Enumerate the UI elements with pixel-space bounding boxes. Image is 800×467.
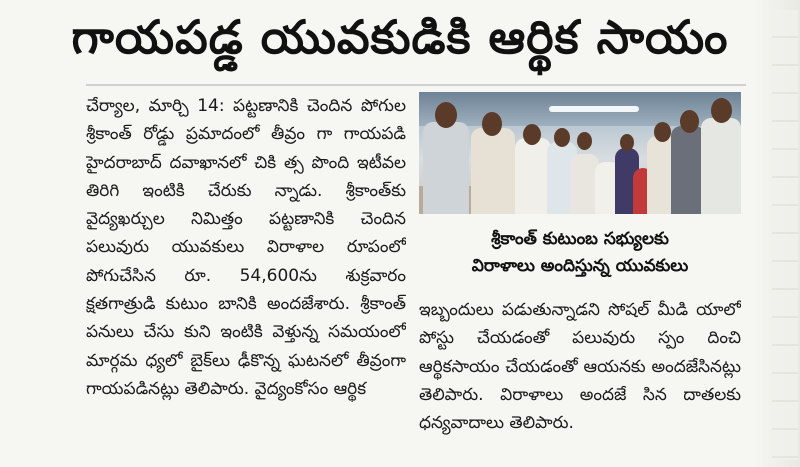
article-column-right [419, 296, 741, 446]
photo-person [701, 118, 741, 214]
photo-person-head [680, 110, 699, 133]
photo-person-head [620, 134, 634, 151]
photo-person [423, 122, 469, 214]
photo-person-head [577, 132, 592, 150]
article-body-right: ఇబ్బందులు పడుతున్నాడని సోషల్ మీడి యాలో పోస్టు చేయడంతో పలువురు స్పం దించి ఆర్థికసాయం చేయడంతో ఆయనకు అందజేసినట్లు తెలిపారు. విరాళాలు అందజే సిన దాతలకు ధన్యవాదాలు తెలిపారు. [419, 300, 741, 434]
photo-caption-line-1: శ్రీకాంత్ కుటుంబ సభ్యులకు [491, 229, 669, 249]
photo-caption [419, 220, 741, 286]
adjacent-column-edge [772, 10, 798, 460]
photo-person [515, 138, 551, 214]
news-photo [419, 92, 741, 214]
photo-person-head [523, 124, 541, 145]
headline-divider [86, 84, 746, 86]
photo-tube-light [549, 106, 639, 112]
photo-person-head [711, 98, 732, 123]
photo-person-head [482, 112, 502, 136]
article-body-left: చేర్యాల, మార్చి 14: పట్టణానికి చెందిన పోగుల శ్రీకాంత్ రోడ్డు ప్రమాదంలో తీవ్రం గా గాయపడి హైదరాబాద్ దవాఖానలో చికి త్స పొంది ఇటీవల తిరిగి ఇంటికి చేరుకు న్నాడు. శ్రీకాంత్‌కు వైద్యఖర్చుల నిమిత్తం పట్టణానికి చెందిన పలువురు యువకులు విరాళాల రూపంలో పోగుచేసిన రూ. 54,600ను శుక్రవారం క్షతగాత్రుడి కుటుం బానికి అందజేశారు. శ్రీకాంత్ పనులు చేసు కుని ఇంటికి వెళ్తున్న సమయంలో మార్గమ ధ్యలో బైక్‌లు ఢీకొన్న ఘటనలో తీవ్రంగా గాయపడినట్లు తెలిపారు. వైద్యంకోసం ఆర్థిక [86, 96, 406, 399]
photo-person-head [435, 102, 457, 128]
photo-person [471, 128, 515, 214]
article-column-left [86, 92, 406, 464]
headline: గాయపడ్డ యువకుడికి ఆర్థిక సాయం [71, 10, 729, 64]
photo-caption-line-2: విరాళాలు అందిస్తున్న యువకులు [471, 256, 689, 276]
photo-person-head [554, 128, 570, 147]
photo-person-head [654, 122, 671, 142]
photo-person [671, 126, 705, 214]
